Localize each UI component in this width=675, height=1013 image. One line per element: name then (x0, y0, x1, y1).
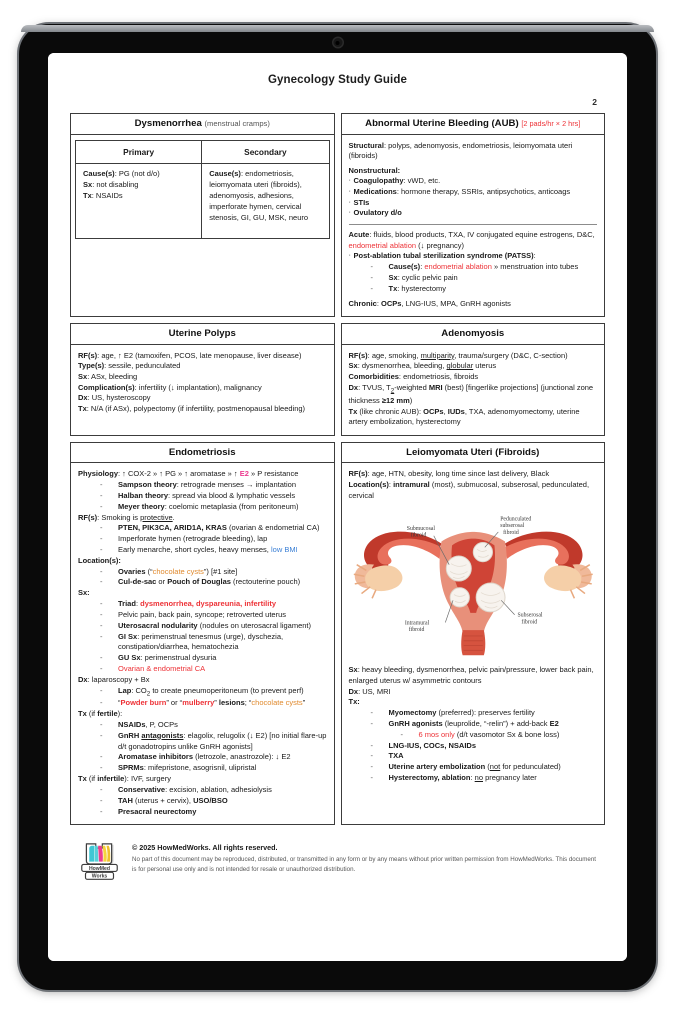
endo-rf-line: RF(s): Smoking is protective. (78, 512, 175, 522)
list-item: - Conservative: excision, ablation, adhesiolysis (78, 785, 327, 796)
list-item: - Ovaries (“chocolate cysts”) [#1 site] (78, 567, 327, 578)
label-pedunculated-fibroid-3: fibroid (502, 530, 519, 537)
list-item: - Hysterectomy, ablation: no pregnancy later (349, 773, 598, 784)
column-right (338, 442, 606, 826)
card-uterine-polyps-body (71, 345, 334, 435)
label-submucosal-fibroid: Submucosal (406, 526, 435, 533)
aub-acute-line: Acute: fluids, blood products, TXA, IV conjugated equine estrogens, D&C, endometrial ablation (↓ pregnancy) (348, 229, 595, 250)
disclaimer-line: No part of this document may be reproduced, distributed, or transmitted in any form or by any means without prior written permission from HowMedWorks. This document is for personal use only and is not intended for resale or unauthorized distribution. (132, 856, 597, 873)
endo-tx-infertile-list (78, 785, 327, 818)
label-pedunculated-fibroid: Pedunculated (499, 516, 531, 523)
list-item: - TXA (349, 751, 598, 762)
tablet-screen (48, 53, 627, 961)
value-tx: : NSAIDs (91, 190, 123, 200)
list-item: - Tx: hysterectomy (349, 284, 598, 295)
card-endometriosis-header: Endometriosis (71, 443, 334, 464)
list-item: - Imperforate hymen (retrograde bleeding), lap (78, 534, 327, 545)
list-item-lesions: - “Powder burn” or “mulberry” lesions; “chocolate cysts” (78, 698, 327, 709)
fibroid-tx-subitem-list (389, 730, 598, 741)
endo-sx-heading: Sx: (78, 588, 90, 598)
card-adenomyosis-body (342, 345, 605, 435)
fibroid-tx-heading: Tx: (348, 697, 360, 707)
card-uterine-polyps (70, 323, 335, 436)
list-item: - Early menarche, short cycles, heavy menses, low BMI (78, 545, 327, 556)
list-item: - Pelvic pain, back pain, syncope; retroverted uterus (78, 610, 327, 621)
card-adenomyosis (341, 323, 606, 436)
aub-patss-heading: · Post-ablation tubal sterilization syndrome (PATSS): (349, 251, 598, 262)
table-cell-primary (76, 164, 202, 238)
endo-rf-list (78, 523, 327, 556)
list-item: - GU Sx: perimenstrual dysuria (78, 653, 327, 664)
list-item: - Myomectomy (preferred): preserves fertility (349, 708, 598, 719)
label-subserosal-fibroid-2: fibroid (520, 619, 537, 626)
label-intramural-fibroid: Intramural (404, 620, 429, 627)
card-aub-title: Abnormal Uterine Bleeding (AUB) (365, 118, 519, 129)
adeno-tx-line: Tx (like chronic AUB): OCPs, IUDs, TXA, adenomyomectomy, uterine artery embolization, hysterectomy (348, 406, 580, 427)
endo-tx-fertile-list (78, 720, 327, 774)
uterus-fibroids-diagram (349, 506, 598, 658)
polyps-line: RF(s): age, ↑ E2 (tamoxifen, PCOS, late menopause, liver disease) (78, 350, 302, 360)
document-page (48, 53, 627, 961)
list-item: - Triad: dysmenorrhea, dyspareunia, infertility (78, 599, 327, 610)
table-column-primary: Primary (76, 141, 202, 164)
polyps-line: Tx: N/A (if ASx), polypectomy (if infertility, postmenopausal bleeding) (78, 403, 306, 413)
card-dysmenorrhea-body (71, 135, 334, 317)
column-left (70, 442, 338, 826)
list-item: - Uterosacral nodularity (nodules on uterosacral ligament) (78, 621, 327, 632)
aub-nonstructural-item: · Ovulatory d/o (349, 208, 598, 219)
card-aub-badge: [2 pads/hr × 2 hrs] (521, 119, 581, 128)
label-intramural-fibroid-2: fibroid (408, 627, 424, 634)
list-item: - GI Sx: perimenstrual tenesmus (urge), dyschezia, constipation/diarrhea, hematochezia (78, 632, 327, 654)
polyps-line: Complication(s): infertility (↓ implantation), malignancy (78, 382, 262, 392)
card-dysmenorrhea-title: Dysmenorrhea (134, 118, 202, 129)
copyright-line: © 2025 HowMedWorks. All rights reserved. (132, 843, 278, 853)
list-item: - Sampson theory: retrograde menses → implantation (78, 480, 327, 491)
table-cell-secondary (202, 164, 328, 238)
adeno-comorbid-line: Comorbidities: endometriosis, fibroids (348, 371, 479, 381)
endo-location-list (78, 567, 327, 589)
label-tx: Tx (83, 190, 92, 200)
endo-physiology-line: Physiology: ↑ COX-2 » ↑ PG » ↑ aromatase » ↑ E2 » P resistance (78, 469, 299, 479)
table-column-secondary: Secondary (244, 146, 287, 157)
fibroid-tx-list (349, 708, 598, 784)
endo-tx-infertile-line: Tx (if infertile): IVF, surgery (78, 774, 171, 784)
value-cause: : PG (not d/o) (114, 169, 160, 179)
card-endometriosis-body (71, 463, 334, 824)
card-dysmenorrhea-header (71, 114, 334, 135)
endo-dx-line: Dx: laparoscopy + Bx (78, 675, 150, 685)
endo-theories-list (78, 480, 327, 513)
card-fibroids-header: Leiomyomata Uteri (Fibroids) (342, 443, 605, 464)
adeno-rf-line: RF(s): age, smoking, multiparity, trauma/surgery (D&C, C-section) (348, 350, 568, 360)
card-uterine-polyps-header: Uterine Polyps (71, 324, 334, 345)
aub-nonstructural-item: · STIs (349, 198, 598, 209)
aub-nonstructural-item: · Medications: hormone therapy, SSRIs, antipsychotics, anticoags (349, 187, 598, 198)
fibroid-rf-line: RF(s): age, HTN, obesity, long time since last delivery, Black (348, 469, 550, 479)
list-item: - Aromatase inhibitors (letrozole, anastrozole): ↓ E2 (78, 752, 327, 763)
label-structural: Structural (348, 140, 384, 150)
page-title: Gynecology Study Guide (268, 74, 407, 86)
column-right (338, 323, 606, 436)
list-item: - Cause(s): endometrial ablation » menstruation into tubes (349, 262, 598, 273)
label-submucosal-fibroid-2: fibroid (410, 533, 426, 540)
label-cause: Cause(s) (209, 169, 241, 179)
list-item: - Presacral neurectomy (78, 807, 327, 818)
list-item: - 6 mos only (d/t vasomotor Sx & bone loss) (389, 730, 598, 741)
dysmenorrhea-table-header (76, 141, 329, 165)
list-item: - Uterine artery embolization (not for pedunculated) (349, 762, 598, 773)
label-sx: Sx (83, 179, 93, 189)
polyps-line: Dx: US, hysteroscopy (78, 393, 151, 403)
list-item: - Cul-de-sac or Pouch of Douglas (rectouterine pouch) (78, 577, 327, 588)
polyps-line: Type(s): sessile, pedunculated (78, 361, 181, 371)
card-endometriosis (70, 442, 335, 826)
aub-chronic-line: Chronic: OCPs, LNG-IUS, MPA, GnRH agonists (348, 298, 511, 308)
fibroid-location-line: Location(s): intramural (most), submucosal, subserosal, pedunculated, cervical (348, 480, 590, 500)
card-fibroids-body (342, 463, 605, 824)
card-aub-body (342, 135, 605, 317)
secondary-cause-line (209, 169, 321, 223)
fibroid-sx-line: Sx: heavy bleeding, dysmenorrhea, pelvic pain/pressure, lower back pain, enlarged uterus w/ asymmetric contours (348, 665, 594, 685)
polyps-line: Sx: ASx, bleeding (78, 371, 138, 381)
primary-sx-line (83, 180, 194, 191)
card-fibroids (341, 442, 606, 826)
adeno-dx-line: Dx: TVUS, $T_2$-weighted MRI (best) [fingerlike projections] (junctional zone thickness ≥12 mm) (348, 382, 594, 405)
list-item: - LNG-IUS, COCs, NSAIDs (349, 741, 598, 752)
value-sx: : not disabling (92, 179, 139, 189)
logo-text-bottom: Works (91, 874, 108, 881)
howmedworks-logo (76, 842, 123, 884)
list-item: - Lap: $CO_2$ to create pneumoperitoneum (to prevent perf) (78, 686, 327, 699)
page-footer (70, 831, 605, 884)
row-polyps-adenomyosis (70, 323, 605, 436)
column-right (338, 113, 606, 317)
value-cause: : endometriosis, leiomyomata uteri (fibroids), adenomyosis, adhesions, imperforate hymen, cervical stenosis, GI, GU, MSK, neuro (209, 169, 309, 222)
card-adenomyosis-header: Adenomyosis (342, 324, 605, 345)
row-endometriosis-fibroids (70, 442, 605, 826)
dysmenorrhea-table (75, 140, 330, 240)
list-item: - Meyer theory: coelomic metaplasia (from peritoneum) (78, 502, 327, 513)
value-structural: : polyps, adenomyosis, endometriosis, leiomyomata uteri (fibroids) (348, 140, 573, 161)
list-item: - GnRH antagonists: elagolix, relugolix (↓ E2) [no initial flare-up d/t gonadotropins unlike GnRH agonists] (78, 731, 327, 753)
aub-nonstructural-item: · Coagulopathy: vWD, etc. (349, 176, 598, 187)
page-number: 2 (592, 97, 597, 107)
card-aub (341, 113, 606, 317)
card-dysmenorrhea-subtitle: (menstrual cramps) (204, 119, 270, 128)
fibroid-dx-line: Dx: US, MRI (348, 686, 391, 696)
endo-dx-list (78, 686, 327, 709)
footer-text (132, 842, 601, 874)
label-cause: Cause(s) (83, 169, 115, 179)
list-item: - TAH (uterus + cervix), USO/BSO (78, 796, 327, 807)
aub-structural-line (349, 141, 598, 162)
front-camera-icon (333, 38, 342, 47)
list-item: - GnRH agonists (leuprolide, “-relin”) + add-back E2 - 6 mos only (d/t vasomotor Sx & bone loss) (349, 719, 598, 741)
primary-tx-line (83, 191, 194, 202)
tablet-frame (19, 24, 656, 990)
list-item: - Sx: cyclic pelvic pain (349, 273, 598, 284)
logo-text-top: HowMed (88, 866, 111, 873)
endo-sx-list (78, 599, 327, 675)
fibroid-anatomy-figure (349, 506, 598, 658)
list-item: - SPRMs: mifepristone, asogrisnil, ulipristal (78, 763, 327, 774)
endo-tx-fertile-line: Tx (if fertile): (78, 709, 123, 719)
list-item: - PTEN, PIK3CA, ARID1A, KRAS (ovarian & endometrial CA) (78, 523, 327, 534)
card-aub-header (342, 114, 605, 135)
primary-cause-line (83, 169, 194, 180)
label-pedunculated-fibroid-2: subserosal (499, 523, 524, 530)
row-dysmenorrhea-aub (70, 113, 605, 317)
list-item: - Ovarian & endometrial CA (78, 664, 327, 675)
column-left (70, 323, 338, 436)
dysmenorrhea-table-body (76, 164, 329, 238)
label-subserosal-fibroid: Subserosal (517, 612, 543, 619)
list-item: - NSAIDs, P, OCPs (78, 720, 327, 731)
column-left (70, 113, 338, 317)
aub-nonstructural-heading: Nonstructural: (348, 165, 401, 175)
aub-patss-list (349, 262, 598, 295)
list-item: - Halban theory: spread via blood & lymphatic vessels (78, 491, 327, 502)
card-dysmenorrhea (70, 113, 335, 317)
adeno-sx-line: Sx: dysmenorrhea, bleeding, globular uterus (348, 361, 497, 371)
endo-location-heading: Location(s): (78, 555, 121, 565)
divider (349, 224, 598, 225)
